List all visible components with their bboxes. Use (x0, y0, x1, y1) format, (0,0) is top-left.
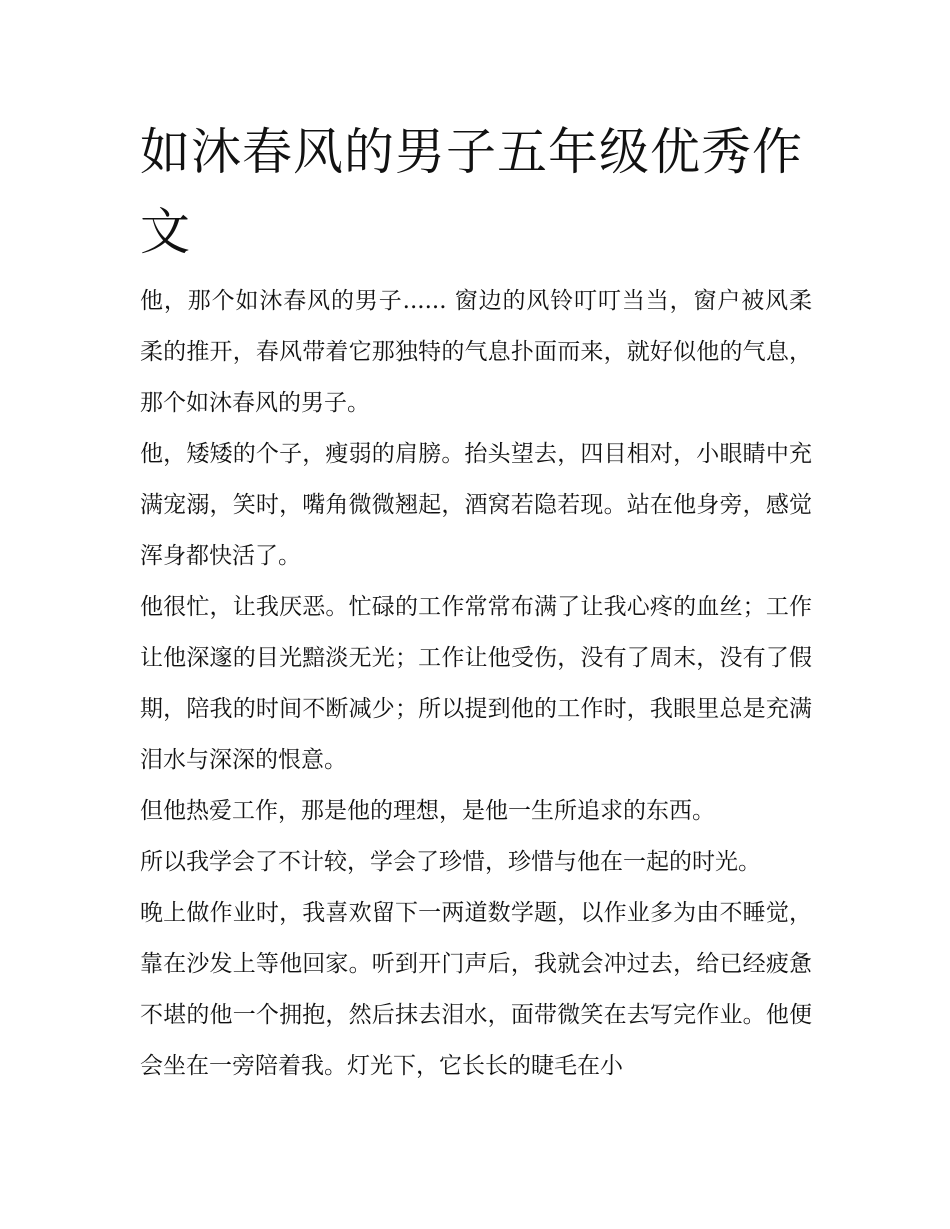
paragraph-6: 晚上做作业时，我喜欢留下一两道数学题，以作业多为由不睡觉，靠在沙发上等他回家。听到开门声后，我就会冲过去，给已经疲惫不堪的他一个拥抱，然后抹去泪水，面带微笑在去写完作业。他便会坐在一旁陪着我。灯光下，它长长的睫毛在小 (140, 900, 812, 1079)
paragraph-4: 但他热爱工作，那是他的理想，是他一生所追求的东西。 (140, 798, 715, 824)
document-body (140, 276, 812, 1092)
paragraph-5: 所以我学会了不计较，学会了珍惜，珍惜与他在一起的时光。 (140, 849, 761, 875)
paragraph-1: 他，那个如沐春风的男子...... 窗边的风铃叮叮当当，窗户被风柔柔的推开，春风带着它那独特的气息扑面而来，就好似他的气息，那个如沐春风的男子。 (140, 288, 812, 416)
paragraph-3: 他很忙，让我厌恶。忙碌的工作常常布满了让我心疼的血丝；工作让他深邃的目光黯淡无光；工作让他受伤，没有了周末，没有了假期，陪我的时间不断减少；所以提到他的工作时，我眼里总是充满泪水与深深的恨意。 (140, 594, 812, 773)
paragraph-2: 他，矮矮的个子，瘦弱的肩膀。抬头望去，四目相对，小眼睛中充满宠溺，笑时，嘴角微微翘起，酒窝若隐若现。站在他身旁，感觉浑身都快活了。 (140, 441, 812, 569)
document-title: 如沐春风的男子五年级优秀作文 (140, 123, 803, 261)
